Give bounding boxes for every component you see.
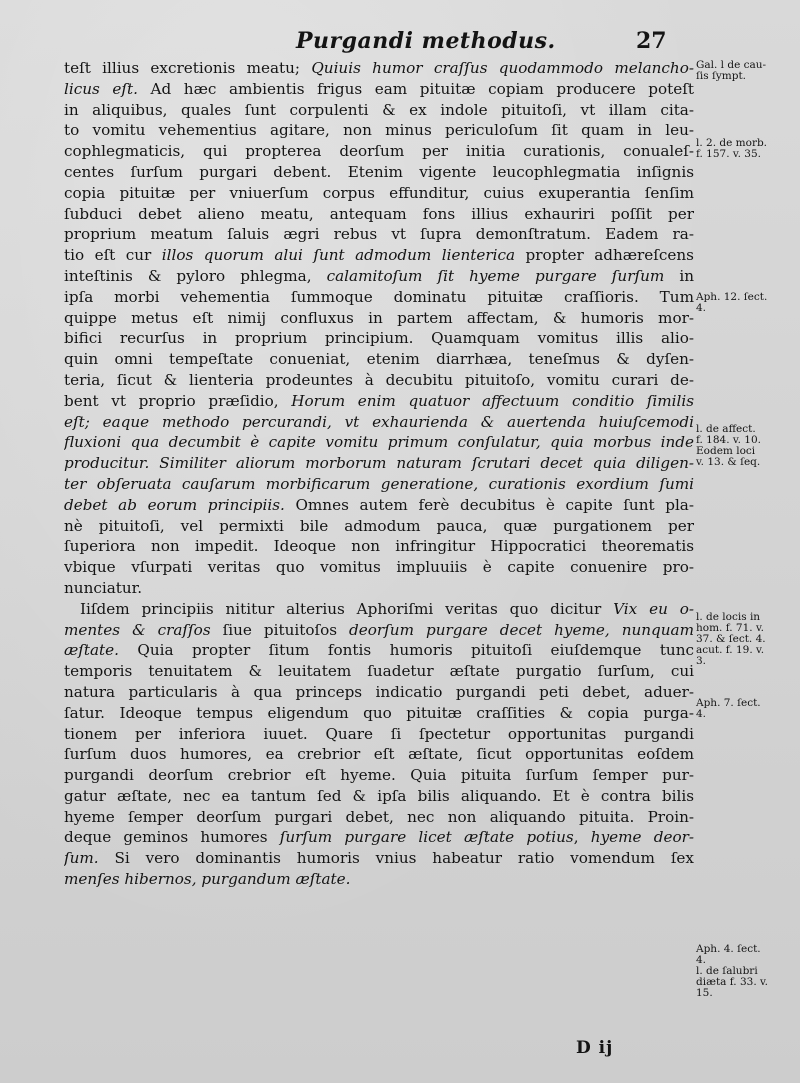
text-segment: Omnes autem ferè decubitus è capite ſunt pla- xyxy=(284,495,694,514)
text-line xyxy=(64,432,694,453)
text-line xyxy=(64,495,694,516)
text-line xyxy=(64,516,694,537)
text-line xyxy=(64,308,694,329)
text-segment: teria, ſicut & lienteria prodeuntes à decubitu pituitoſo, vomitu curari de- xyxy=(64,370,694,389)
italic-segment: eſt; eaque methodo percurandi, vt exhaurienda & auertenda huiuſcemodi xyxy=(64,412,694,431)
text-segment: propter adhæreſcens xyxy=(515,246,694,265)
text-segment: centes ſurſum purgari debent. Etenim vigente leucophlegmatia inſignis xyxy=(64,162,694,181)
margin-note-line: Aph. 12. ſect. xyxy=(696,291,768,303)
text-line xyxy=(64,869,694,890)
text-line xyxy=(64,744,694,765)
margin-note xyxy=(696,612,796,667)
italic-segment: producitur. Similiter aliorum morborum naturam ſcrutari decet quia diligen- xyxy=(64,454,694,473)
margin-note-line: f. 184. v. 10. xyxy=(696,434,761,446)
text-line xyxy=(64,391,694,412)
margin-note xyxy=(696,292,796,314)
text-segment: deque geminos humores xyxy=(64,828,280,847)
italic-segment: ter obſeruata cauſarum morbificarum generatione, curationis exordium ſumi xyxy=(64,474,694,493)
text-line xyxy=(64,536,694,557)
margin-note-line: 4. xyxy=(696,708,707,720)
text-segment: cophlegmaticis, qui propterea deorſum per initia curationis, conualeſ- xyxy=(64,142,694,161)
main-text xyxy=(64,58,694,890)
margin-note-line: l. 2. de morb. xyxy=(696,137,768,149)
text-segment: , xyxy=(573,828,591,847)
text-line xyxy=(64,620,694,641)
text-line xyxy=(64,786,694,807)
text-line xyxy=(64,640,694,661)
margin-note-line: diæta f. 33. v. xyxy=(696,976,769,988)
text-line xyxy=(64,599,694,620)
text-line xyxy=(64,807,694,828)
signature-mark: D ij xyxy=(576,1038,614,1058)
italic-segment: Horum enim quatuor affectuum conditio ſimilis xyxy=(291,391,694,410)
italic-segment: fluxioni qua decumbit è capite vomitu primum conſulatur, quia morbus inde xyxy=(64,433,694,452)
margin-note-line: ſis ſympt. xyxy=(696,70,747,82)
text-segment: ſuperiora non impedit. Ideoque non infringitur Hippocratici theorematis xyxy=(64,537,694,556)
text-line xyxy=(64,120,694,141)
text-segment: in aliquibus, quales ſunt corpulenti & ex indole pituitoſi, vt illam cita- xyxy=(64,100,694,119)
italic-segment: deorſum purgare decet hyeme, nunquam xyxy=(349,620,694,639)
text-segment: natura particularis à qua princeps indicatio purgandi peti debet, aduer- xyxy=(64,682,694,701)
text-segment: nè pituitoſi, vel permixti bile admodum pauca, quæ purgationem per xyxy=(64,516,694,535)
margin-note-line: l. de locis in xyxy=(696,611,761,623)
italic-segment: æſtate. xyxy=(64,641,119,660)
text-line xyxy=(64,827,694,848)
text-line xyxy=(64,204,694,225)
text-segment: ipſa morbi vehementia ſummoque dominatu pituitæ craſſioris. Tum xyxy=(64,287,694,306)
text-segment: quippe metus eſt nimij confluxus in partem affectam, & humoris mor- xyxy=(64,308,694,327)
text-line xyxy=(64,58,694,79)
text-segment: temporis tenuitatem & leuitatem ſuadetur æſtate purgatio ſurſum, cui xyxy=(64,662,694,681)
italic-segment: debet ab eorum principiis. xyxy=(64,495,285,514)
text-line xyxy=(64,661,694,682)
text-line xyxy=(64,266,694,287)
margin-note-line: f. 157. v. 35. xyxy=(696,148,761,160)
text-segment: tio eſt cur xyxy=(64,246,162,265)
text-segment: ſubduci debet alieno meatu, antequam fons illius exhauriri poſſit per xyxy=(64,204,694,223)
text-line xyxy=(64,370,694,391)
text-line xyxy=(64,578,694,599)
margin-note-line: 37. & ſect. 4. xyxy=(696,633,766,645)
italic-segment: illos quorum alui ſunt admodum lienterica xyxy=(161,246,516,265)
text-segment: bifici recurſus in proprium principium. Quamquam vomitus illis alio- xyxy=(64,329,694,348)
text-segment: quin omni tempeſtate conueniat, etenim diarrhæa, teneſmus & dyſen- xyxy=(64,350,694,369)
text-segment: Quia propter ſitum fontis humoris pituitoſi eiuſdemque tunc xyxy=(118,641,694,660)
text-line xyxy=(64,682,694,703)
text-line xyxy=(64,245,694,266)
text-segment: nunciatur. xyxy=(64,578,143,597)
italic-segment: calamitoſum ſit hyeme purgare ſurſum xyxy=(326,266,665,285)
text-line xyxy=(64,765,694,786)
margin-note-line: 3. xyxy=(696,655,707,667)
margin-note-line: Aph. 7. ſect. xyxy=(696,697,761,709)
margin-note-line: v. 13. & ſeq. xyxy=(696,456,761,468)
margin-note-line: acut. f. 19. v. xyxy=(696,644,765,656)
margin-note-line: Gal. l de cau- xyxy=(696,59,767,71)
margin-note-line: 15. xyxy=(696,987,713,999)
margin-note xyxy=(696,698,796,720)
text-segment: proprium meatum ſaluis ægri rebus vt ſupra demonſtratum. Eadem ra- xyxy=(64,225,694,244)
text-line xyxy=(64,724,694,745)
margin-note-line: l. de ſalubri xyxy=(696,965,758,977)
text-line xyxy=(64,557,694,578)
text-line xyxy=(64,287,694,308)
text-segment: vbique vſurpati veritas quo vomitus impluuiis è capite conuenire pro- xyxy=(64,558,694,577)
text-segment: Iiſdem principiis nititur alterius Aphoriſmi veritas quo dicitur xyxy=(80,599,614,618)
text-segment: ſurſum duos humores, ea crebrior eſt æſtate, ſicut opportunitas eoſdem xyxy=(64,745,694,764)
italic-segment: licus eſt. xyxy=(64,79,138,98)
text-line xyxy=(64,349,694,370)
margin-note xyxy=(696,138,796,160)
text-segment: to vomitu vehementius agitare, non minus periculoſum ſit quam in leu- xyxy=(64,121,694,140)
text-line xyxy=(64,183,694,204)
text-line xyxy=(64,848,694,869)
margin-note xyxy=(696,424,796,468)
text-segment: Si vero dominantis humoris vnius habeatur ratio vomendum ſex xyxy=(98,849,694,868)
italic-segment: ſurſum purgare licet æſtate potius xyxy=(279,828,574,847)
italic-segment: ſum. xyxy=(64,849,99,868)
text-line xyxy=(64,412,694,433)
text-line xyxy=(64,703,694,724)
italic-segment: menſes hibernos, purgandum æſtate. xyxy=(64,870,351,889)
margin-note-line: Aph. 4. ſect. xyxy=(696,943,761,955)
text-line xyxy=(64,328,694,349)
text-segment: ſiue pituitoſos xyxy=(210,620,350,639)
italic-segment: Vix eu o- xyxy=(613,599,694,618)
text-line xyxy=(64,224,694,245)
text-segment: hyeme ſemper deorſum purgari debet, nec non aliquando pituita. Proin- xyxy=(64,807,694,826)
margin-note-line: l. de affect. xyxy=(696,423,756,435)
text-segment: in xyxy=(664,266,694,285)
text-line xyxy=(64,100,694,121)
text-segment: gatur æſtate, nec ea tantum ſed & ipſa bilis aliquando. Et è contra bilis xyxy=(64,786,694,805)
page-header xyxy=(0,22,800,58)
italic-segment: Quiuis humor craſſus quodammodo melancho- xyxy=(311,59,694,77)
text-segment: bent vt proprio præſidio, xyxy=(64,391,292,410)
margin-note-line: 4. xyxy=(696,302,707,314)
text-segment: teſt illius excretionis meatu; xyxy=(64,59,312,77)
text-line xyxy=(64,474,694,495)
italic-segment: mentes & craſſos xyxy=(64,620,211,639)
text-segment: tionem per inferiora iuuet. Quare ſi ſpectetur opportunitas purgandi xyxy=(64,724,694,743)
text-line xyxy=(64,141,694,162)
text-line xyxy=(64,162,694,183)
text-line xyxy=(64,453,694,474)
margin-note xyxy=(696,944,796,999)
text-line xyxy=(64,79,694,100)
text-segment: purgandi deorſum crebrior eſt hyeme. Quia pituita ſurſum ſemper pur- xyxy=(64,766,694,785)
margin-note-line: hom. f. 71. v. xyxy=(696,622,764,634)
margin-note xyxy=(696,60,796,82)
margin-note-line: 4. xyxy=(696,954,707,966)
margin-note-line: Eodem loci xyxy=(696,445,756,457)
italic-segment: hyeme deor- xyxy=(590,828,694,847)
running-title: Purgandi methodus. xyxy=(296,28,556,54)
text-segment: inteſtinis & pyloro phlegma, xyxy=(64,266,327,285)
text-segment: Ad hæc ambientis frigus eam pituitæ copiam producere poteſt xyxy=(137,79,694,98)
text-segment: copia pituitæ per vniuerſum corpus effunditur, cuius exuperantia ſenſim xyxy=(64,183,694,202)
page-number: 27 xyxy=(636,28,667,54)
text-segment: ſatur. Ideoque tempus eligendum quo pituitæ craſſities & copia purga- xyxy=(64,703,694,722)
